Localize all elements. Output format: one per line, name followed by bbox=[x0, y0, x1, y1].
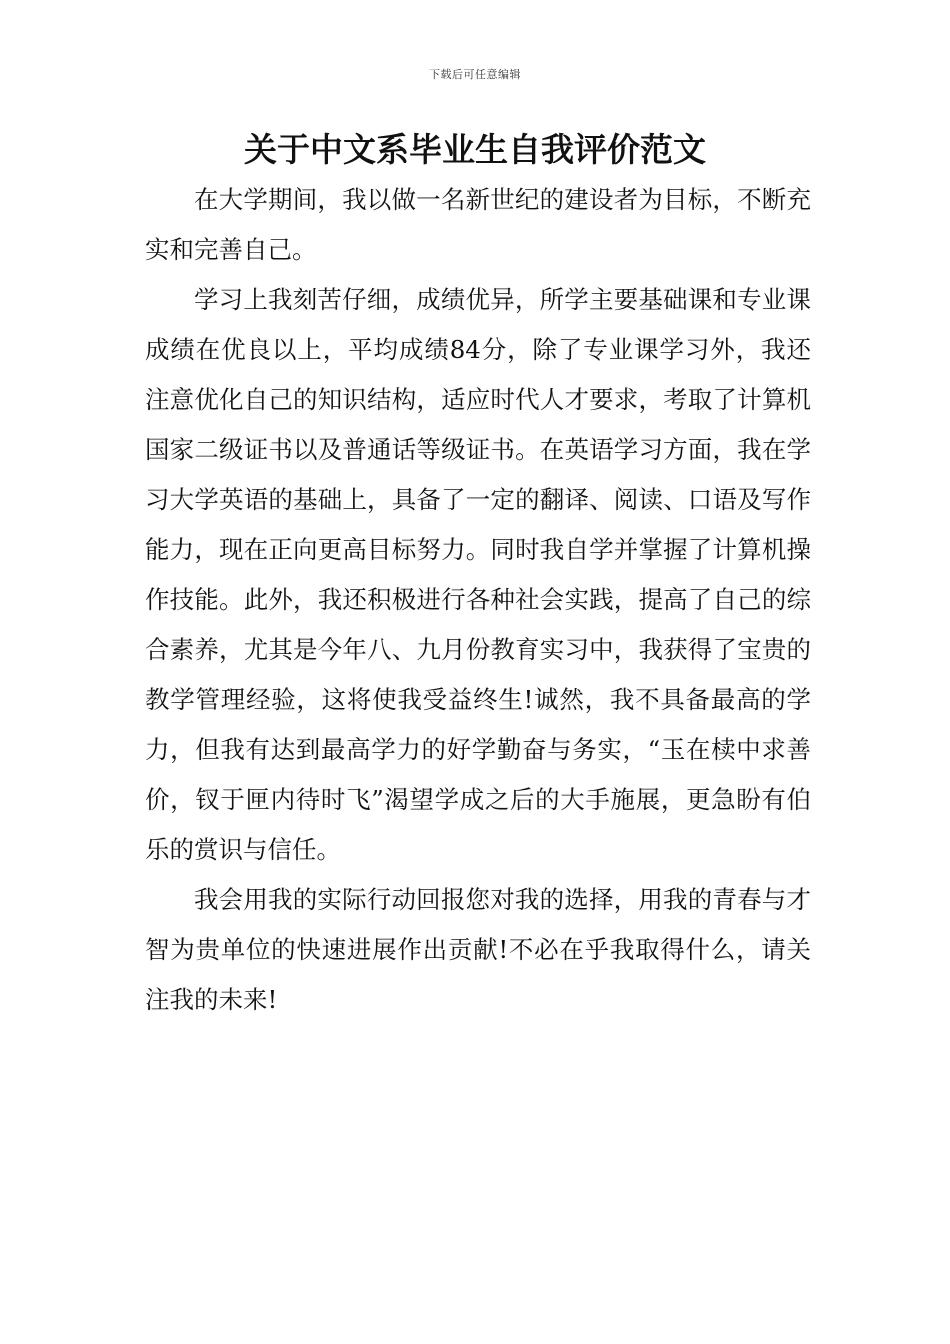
document-title: 关于中文系毕业生自我评价范文 bbox=[244, 130, 706, 169]
header-note: 下载后可任意编辑 bbox=[429, 68, 521, 81]
paragraph-study: 学习上我刻苦仔细，成绩优异，所学主要基础课和专业课成绩在优良以上，平均成绩84分，除了专业课学习外，我还注意优化自己的知识结构，适应时代人才要求，考取了计算机国家二级证书以及普通话等级证书。在英语学习方面，我在学习大学英语的基础上，具备了一定的翻译、阅读、口语及写作能力，现在正向更高目标努力。同时我自学并掌握了计算机操作技能。此外，我还积极进行各种社会实践，提高了自己的综合素养，尤其是今年八、九月份教育实习中，我获得了宝贵的教学管理经验，这将使我受益终生!诚然，我不具备最高的学力，但我有达到最高学力的好学勤奋与务实，“玉在椟中求善价，钗于匣内待时飞”渴望学成之后的大手施展，更急盼有伯乐的赏识与信任。 bbox=[145, 285, 811, 864]
paragraph-closing: 我会用我的实际行动回报您对我的选择，用我的青春与才智为贵单位的快速进展作出贡献!不必在乎我取得什么，请关注我的未来! bbox=[145, 885, 811, 1014]
document-body bbox=[145, 175, 811, 1025]
paragraph-intro: 在大学期间，我以做一名新世纪的建设者为目标，不断充实和完善自己。 bbox=[145, 185, 811, 264]
